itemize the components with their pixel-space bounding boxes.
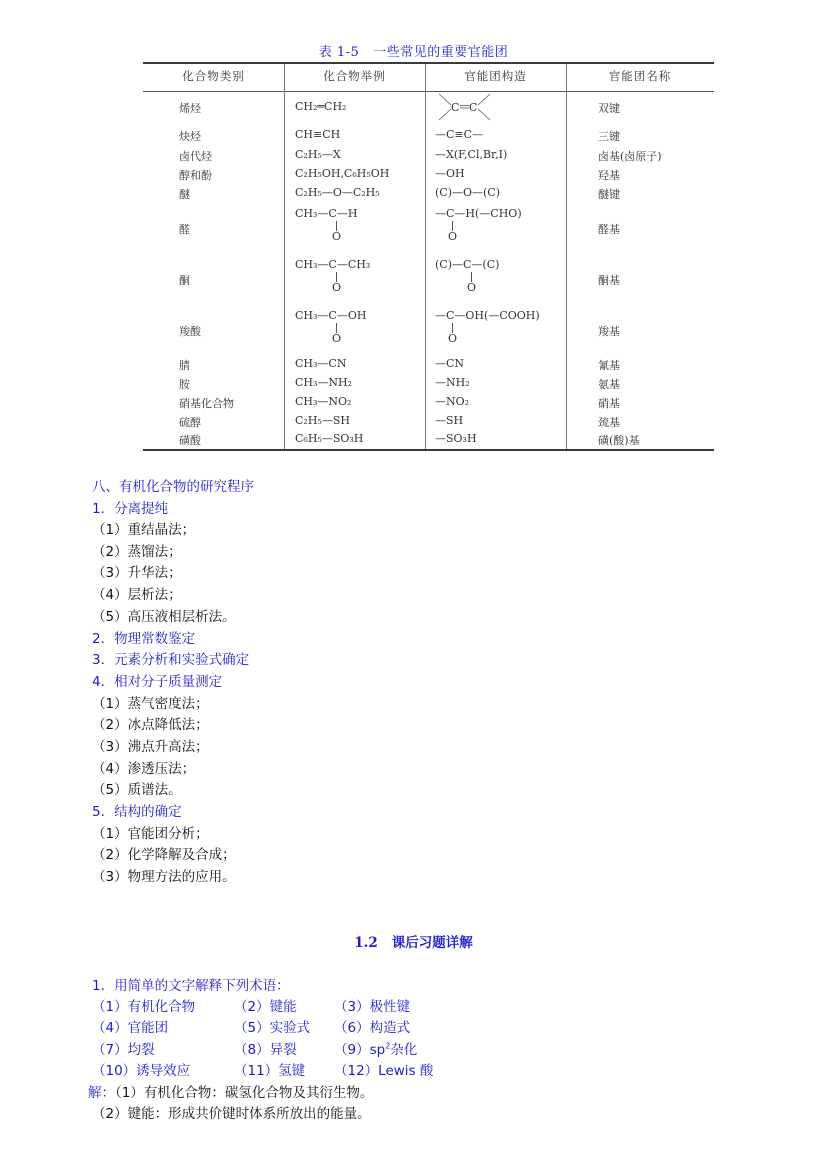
- formula-main: CH₃—C—CH₃: [295, 258, 371, 271]
- cell-structure: —C≡C—: [435, 128, 484, 141]
- cell-example: CH₃—NO₂: [295, 395, 352, 408]
- term: （8）异裂: [234, 1042, 297, 1058]
- term: （1）有机化合物: [92, 999, 196, 1015]
- term: （4）官能团: [92, 1020, 169, 1036]
- functional-groups-table: [143, 62, 714, 451]
- column-divider: [566, 64, 567, 449]
- cell-structure: [435, 90, 495, 127]
- list-item: （4）渗透压法；: [92, 761, 196, 777]
- cell-structure: —NH₂: [435, 376, 470, 389]
- table-bottom-rule: [143, 449, 714, 451]
- cell-structure: [435, 208, 522, 243]
- cell-example: CH≡CH: [295, 128, 341, 141]
- double-bond-structure-icon: [435, 90, 495, 124]
- header-category: 化合物类别: [182, 69, 245, 83]
- table-top-rule: [143, 62, 714, 64]
- cell-name: 硝基: [598, 397, 620, 410]
- cell-name: 氰基: [598, 359, 620, 372]
- cell-structure: [435, 310, 540, 345]
- header-structure: 官能团构造: [464, 69, 527, 83]
- cell-category: 羧酸: [179, 325, 201, 338]
- term: （12）Lewis 酸: [334, 1063, 434, 1079]
- term: （3）极性键: [334, 999, 411, 1015]
- cell-category: 硝基化合物: [179, 397, 234, 410]
- subsection-heading: 2．物理常数鉴定: [92, 631, 196, 647]
- list-item: （2）冰点降低法；: [92, 717, 209, 733]
- cell-category: 磺酸: [179, 434, 201, 447]
- list-item: （1）重结晶法；: [92, 522, 196, 538]
- subsection-heading: 4．相对分子质量测定: [92, 674, 223, 690]
- cell-category: 炔烃: [179, 130, 201, 143]
- term: [334, 1038, 417, 1058]
- cell-example: [295, 208, 357, 243]
- cell-name: 磺(酸)基: [598, 434, 640, 447]
- cell-category: 醇和酚: [179, 169, 212, 182]
- cell-name: 羧基: [598, 325, 620, 338]
- cell-category: 醚: [179, 188, 190, 201]
- cell-example: C₂H₅OH,C₆H₅OH: [295, 167, 390, 180]
- svg-text:C: C: [451, 101, 460, 114]
- cell-structure: [435, 259, 499, 294]
- term: （11）氢键: [234, 1063, 306, 1079]
- cell-category: 卤代烃: [179, 150, 212, 163]
- cell-category: 胺: [179, 378, 190, 391]
- formula-main: CH₃—C—OH: [295, 309, 367, 322]
- term-superscript: 2: [385, 1041, 391, 1051]
- cell-example: C₂H₅—SH: [295, 414, 350, 427]
- term: （6）构造式: [334, 1020, 411, 1036]
- term-text: （9）sp: [334, 1042, 386, 1058]
- cell-category: 酮: [179, 274, 190, 287]
- cell-example: C₂H₅—O—C₂H₅: [295, 186, 380, 199]
- term: （10）诱导效应: [92, 1063, 191, 1079]
- cell-name: 双键: [598, 102, 620, 115]
- column-divider: [284, 64, 285, 449]
- cell-structure: —X(F,Cl,Br,I): [435, 148, 508, 161]
- cell-category: 醛: [179, 223, 190, 236]
- list-item: （3）升华法；: [92, 565, 182, 581]
- cell-name: 醛基: [598, 223, 620, 236]
- header-name: 官能团名称: [608, 69, 672, 83]
- answer-line: [88, 1081, 373, 1101]
- subsection-heading: 3．元素分析和实验式确定: [92, 652, 250, 668]
- cell-example: [295, 259, 370, 294]
- answer-text: （1）有机化合物：碳氢化合物及其衍生物。: [115, 1085, 374, 1101]
- term: （2）键能: [234, 999, 297, 1015]
- cell-example: [295, 310, 366, 345]
- cell-example: C₂H₅—X: [295, 148, 341, 161]
- cell-example: C₆H₅—SO₃H: [295, 432, 364, 445]
- list-item: （3）沸点升高法；: [92, 739, 209, 755]
- list-item: （1）蒸气密度法；: [92, 696, 209, 712]
- answer-label: 解：: [88, 1085, 115, 1101]
- formula-oxygen: O: [332, 332, 342, 345]
- list-item: （1）官能团分析；: [92, 826, 209, 842]
- section-title: [0, 931, 827, 951]
- answer-line: （2）键能：形成共价键时体系所放出的能量。: [92, 1106, 371, 1122]
- svg-text:C: C: [469, 101, 478, 114]
- question-text: 1．用简单的文字解释下列术语：: [92, 978, 290, 994]
- subsection-heading: 5．结构的确定: [92, 804, 182, 820]
- list-item: （2）化学降解及合成；: [92, 847, 236, 863]
- column-divider: [425, 64, 426, 449]
- cell-name: 醚键: [598, 188, 620, 201]
- cell-structure: —NO₂: [435, 395, 470, 408]
- cell-category: 硫醇: [179, 416, 201, 429]
- term-text: 杂化: [390, 1042, 418, 1058]
- formula-main: CH₃—C—H: [295, 207, 358, 220]
- cell-name: 卤基(卤原子): [598, 150, 662, 163]
- list-item: （5）质谱法。: [92, 782, 182, 798]
- formula-main: —C—H(—CHO): [435, 207, 522, 220]
- formula-oxygen: O: [448, 332, 458, 345]
- header-example: 化合物举例: [323, 69, 386, 83]
- list-item: （2）蒸馏法；: [92, 544, 182, 560]
- table-title: [0, 41, 827, 60]
- cell-example: CH₂═CH₂: [295, 100, 347, 113]
- cell-category: 腈: [179, 359, 190, 372]
- list-item: （5）高压液相层析法。: [92, 609, 236, 625]
- cell-structure: (C)—O—(C): [435, 186, 501, 199]
- list-item: （3）物理方法的应用。: [92, 869, 236, 885]
- formula-oxygen: O: [332, 281, 342, 294]
- term: （7）均裂: [92, 1042, 155, 1058]
- term: （5）实验式: [234, 1020, 311, 1036]
- section-heading: 八、有机化合物的研究程序: [92, 479, 254, 495]
- section-number: 1.2: [354, 935, 378, 951]
- cell-name: 氨基: [598, 378, 620, 391]
- table-caption: 一些常见的重要官能团: [373, 45, 509, 60]
- list-item: （4）层析法；: [92, 587, 182, 603]
- section-title-text: 课后习题详解: [391, 935, 473, 951]
- cell-structure: —SH: [435, 414, 464, 427]
- cell-name: 酮基: [598, 274, 620, 287]
- cell-name: 三键: [598, 130, 620, 143]
- cell-structure: —CN: [435, 357, 465, 370]
- cell-name: 巯基: [598, 416, 620, 429]
- table-number: 表 1-5: [318, 45, 360, 60]
- formula-oxygen: O: [448, 230, 458, 243]
- subsection-heading: 1．分离提纯: [92, 501, 169, 517]
- table-header-rule: [143, 91, 714, 92]
- formula-oxygen: O: [332, 230, 342, 243]
- formula-oxygen: O: [467, 281, 477, 294]
- cell-category: 烯烃: [179, 102, 201, 115]
- formula-main: —C—OH(—COOH): [435, 309, 540, 322]
- cell-structure: —OH: [435, 167, 465, 180]
- formula-main: (C)—C—(C): [435, 258, 500, 271]
- cell-name: 羟基: [598, 169, 620, 182]
- cell-example: CH₃—CN: [295, 357, 347, 370]
- cell-structure: —SO₃H: [435, 432, 477, 445]
- cell-example: CH₃—NH₂: [295, 376, 353, 389]
